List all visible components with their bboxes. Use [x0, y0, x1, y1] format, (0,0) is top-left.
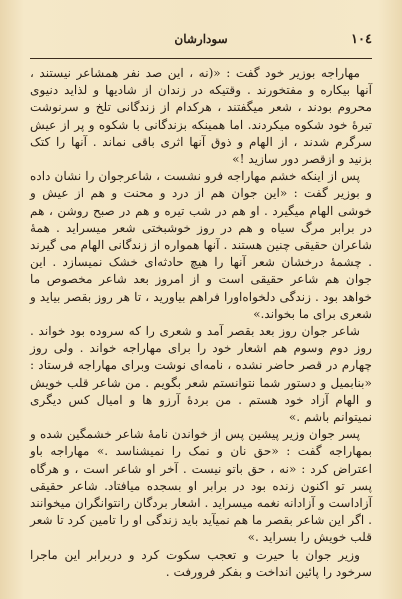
page-header — [30, 30, 372, 54]
page-number: ۱۰٤ — [351, 32, 372, 47]
paragraph: پسر جوان وزیر پیشین پس از خواندن نامهٔ شاعر خشمگین شده و بمهاراجه گفت : «حق نان و نمک را نمیشناسد .» مهاراجه باو اعتراض کرد : «نه ، حق باتو نیست . آخر او شاعر است ، و هرگاه پسر تو اکنون زنده بود در برابر او بسجده میافتاد. شاعر حقیقی آزاداست و آزادانه نغمه میسراید . اشعار بردگان رانتوانگران میخوانند . اگر این شاعر بقصر ما هم نمیآید باید زندگی او را تامین کرد تا شعر قلب خویش را بسراید .» — [30, 427, 372, 545]
paragraph: مهاراجه بوزیر خود گفت : «(نه ، این صد نفر همشاعر نیستند ، آنها بیکاره و مفتخورند . وقتیکه در زندان از شادیها و لذاید دنیوی محروم بودند ، شعر میگفتند ، هرکدام از زندگانی تلخ و سرنوشت تیرهٔ خود شکوه میکردند. اما همینکه بزندگانی با شکوه و پر از عیش سرگرم شدند ، از الهام و ذوق آنها اثری باقی نماند . آنها را کتک بزنید و ازقصر دور سازید !» — [30, 66, 372, 167]
paragraph: وزیر جوان با حیرت و تعجب سکوت کرد و دربرابر این ماجرا سرخود را پائین انداخت و بفکر فرورفت . — [30, 547, 372, 579]
header-rule — [30, 58, 372, 59]
paragraph: شاعر جوان روز بعد بقصر آمد و شعری را که سروده بود خواند . روز دوم وسوم هم اشعار خود را برای مهاراجه خواند . ولی روز چهارم در قصر حاضر نشده ، نامه‌ای نوشت وبرای مهاراجه فرستاد : «بنابمیل و دستور شما نتوانستم شعر بگویم . من شاعر قلب خویش و الهام آزاد خود هستم . من بردهٔ آرزو ها و امیال کس دیگری نمیتوانم باشم .» — [30, 324, 372, 425]
running-title: سودارشان — [174, 32, 228, 46]
paragraph: پس از اینکه خشم مهاراجه فرو نشست ، شاعرجوان را نشان داده و بوزیر گفت : «این جوان هم از درد و محنت و هم از عیش و خوشی الهام میگیرد . او هم در شب تیره و هم در صبح روشن ، هم در برابر مرگ سیاه و هم در روز خوشبختی شعر میسراید . همهٔ شاعران حقیقی چنین هستند . آنها همواره از زندگانی الهام می گیرند . چشمهٔ درخشان شعر آنها را هیچ حادثه‌ای خشک نمیسازد . این جوان هم شاعر حقیقی است و از امروز بعد شاعر مخصوص ما خواهد بود . زندگی دلخواه‌اورا فراهم بیاورید ، تا هر روز بقصر بیاید و شعری برای ما بخواند.» — [30, 169, 372, 321]
page-body — [30, 65, 372, 581]
